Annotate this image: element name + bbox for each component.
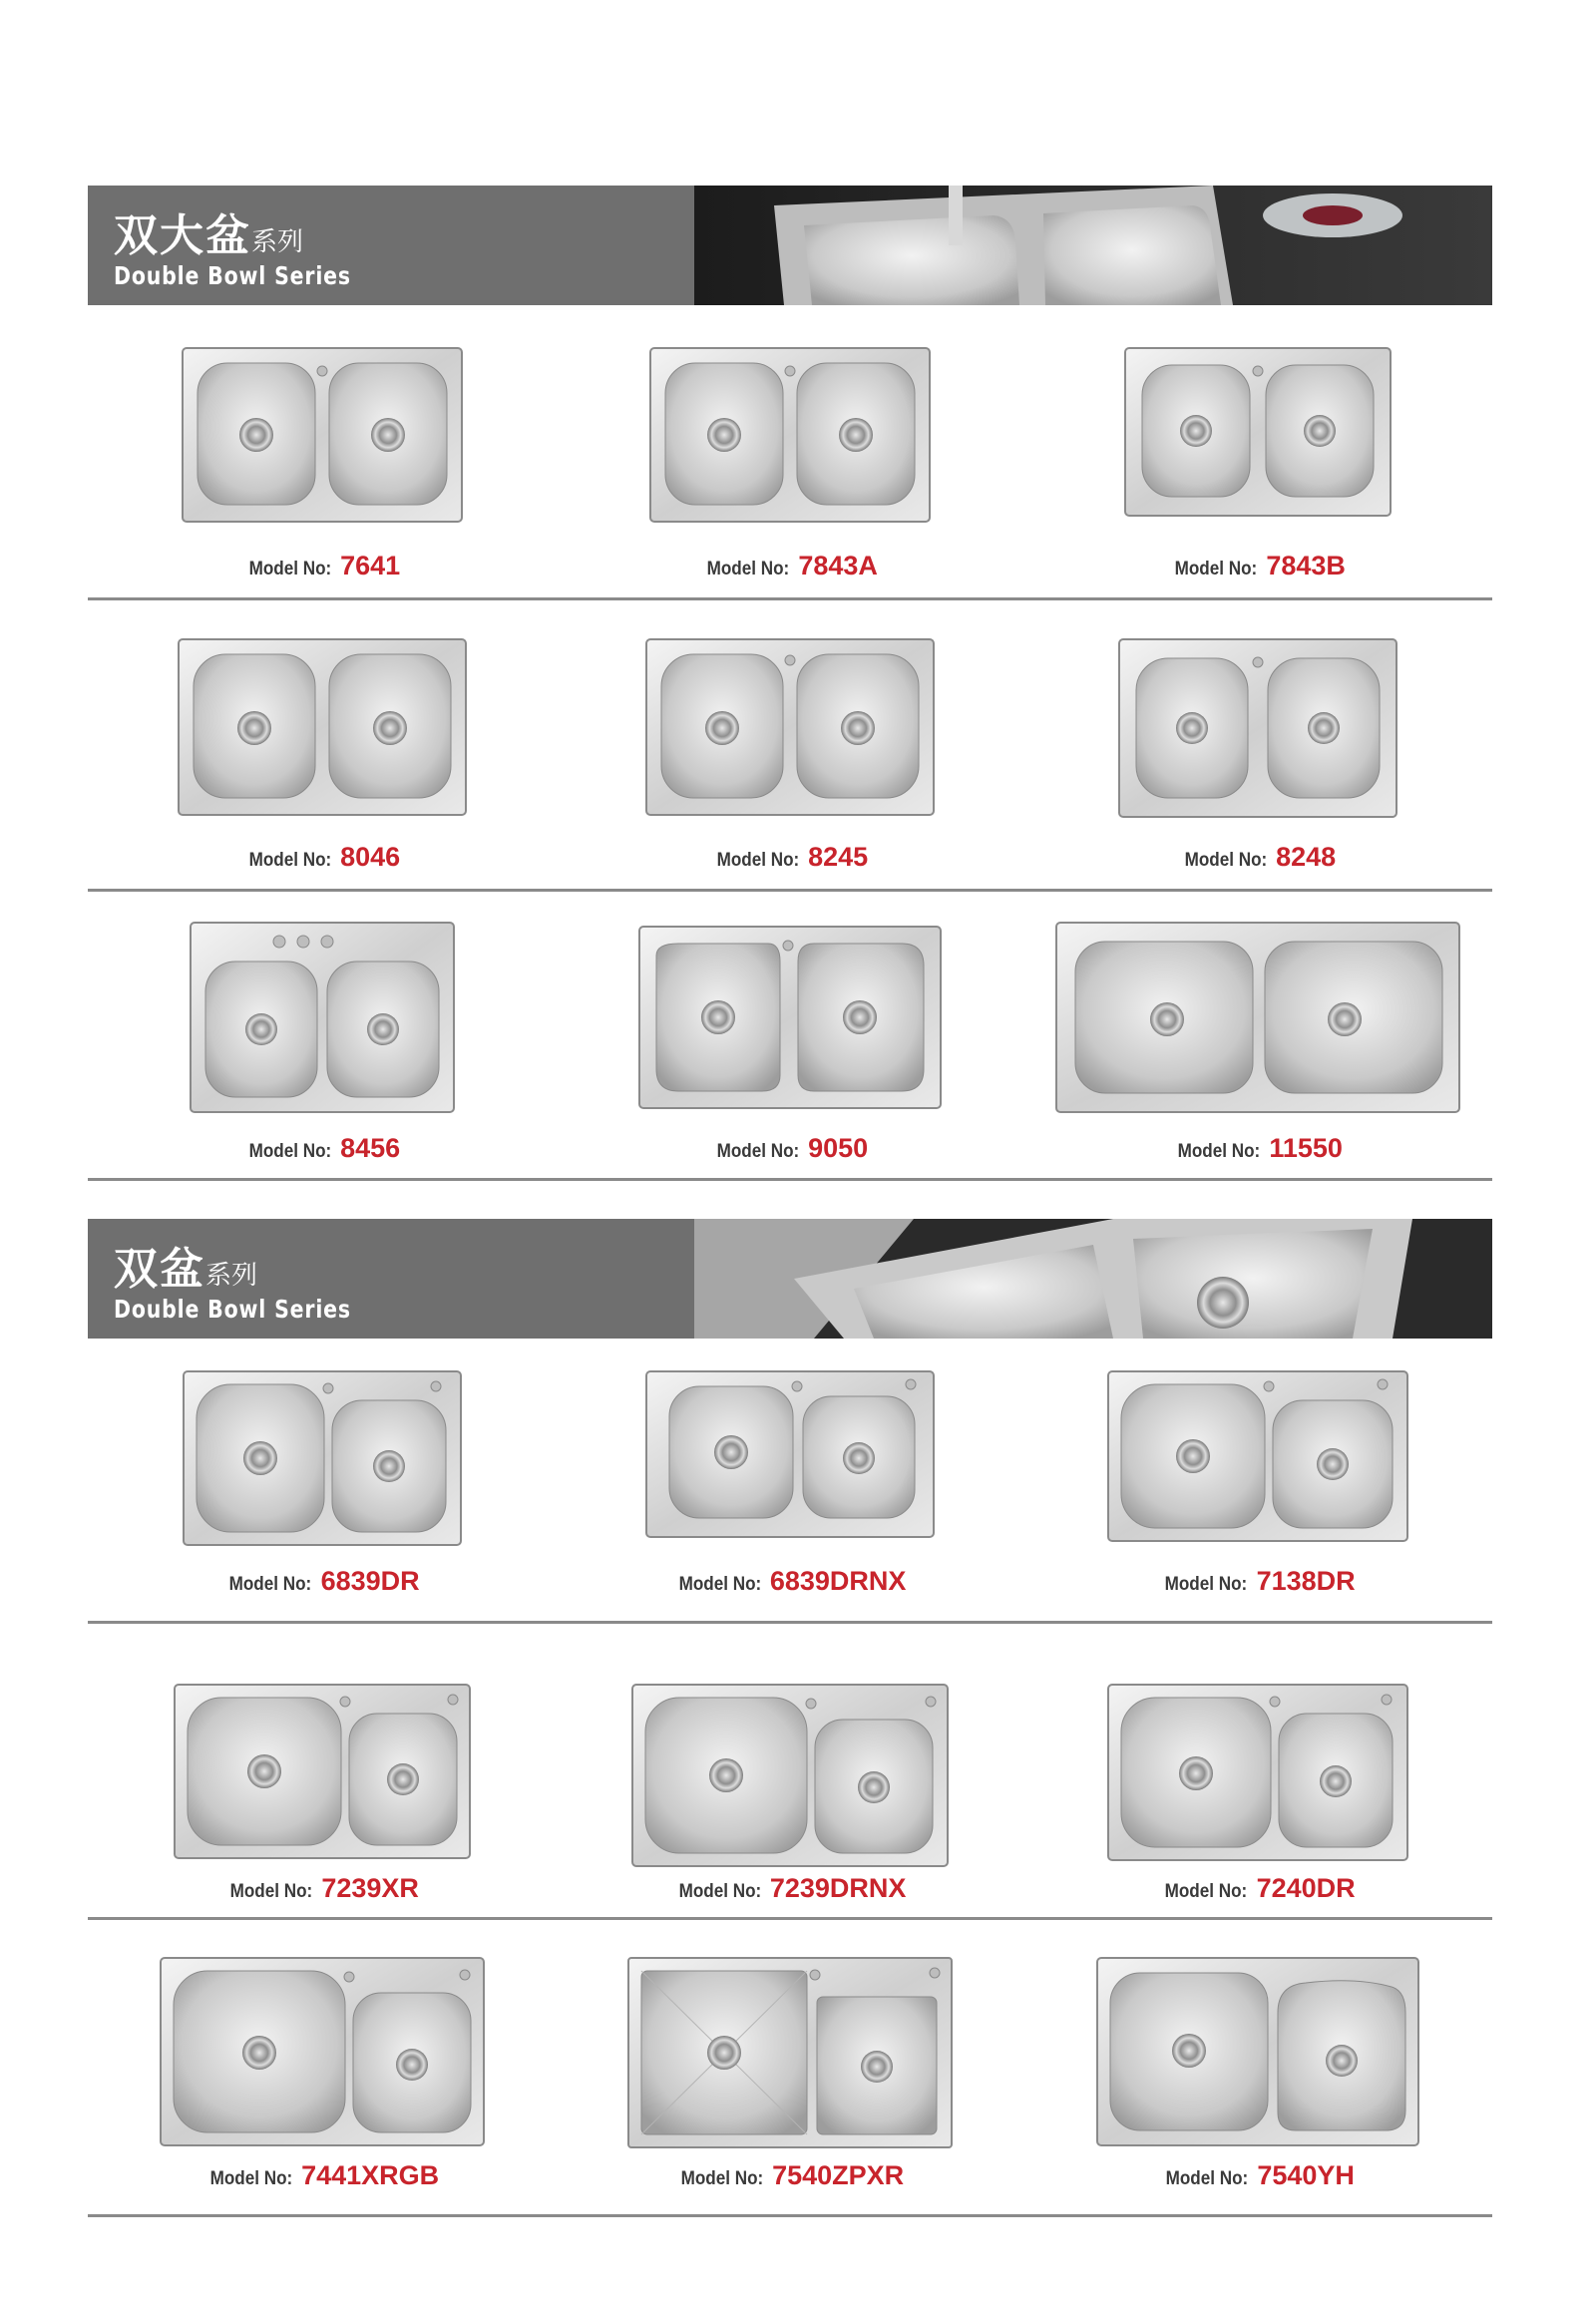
product-card[interactable] xyxy=(1023,638,1492,888)
model-number: Model No: 7240DR xyxy=(1164,1873,1356,1903)
product-row xyxy=(88,1957,1492,2206)
model-number: Model No: 6839DR xyxy=(228,1566,420,1596)
product-card[interactable] xyxy=(88,1957,557,2206)
product-card[interactable] xyxy=(1023,922,1492,1177)
sink-image xyxy=(645,638,935,816)
model-number: Model No: 7540YH xyxy=(1165,2160,1355,2190)
product-card[interactable] xyxy=(556,347,1024,596)
sink-image xyxy=(631,1684,949,1867)
product-card[interactable] xyxy=(88,922,557,1177)
model-number: Model No: 7843B xyxy=(1174,551,1346,580)
sink-image xyxy=(1055,922,1460,1113)
model-number: Model No: 7641 xyxy=(248,551,401,580)
row-divider xyxy=(88,889,1492,892)
product-card[interactable] xyxy=(88,347,557,596)
product-card[interactable] xyxy=(556,1370,1024,1612)
row-divider xyxy=(88,597,1492,600)
sink-image xyxy=(645,1370,935,1538)
sink-banner-photo xyxy=(694,186,1492,305)
sink-image xyxy=(1118,638,1397,818)
product-card[interactable] xyxy=(556,1957,1024,2206)
model-number: Model No: 11550 xyxy=(1177,1133,1343,1163)
product-row xyxy=(88,638,1492,888)
section-title-en: Double Bowl Series xyxy=(114,1295,351,1324)
section-title-cn: 双大盆系列 xyxy=(114,211,304,260)
product-row xyxy=(88,1684,1492,1923)
section-title-cn: 双盆系列 xyxy=(114,1245,258,1294)
section-header-2 xyxy=(88,1219,1492,1339)
product-card[interactable] xyxy=(556,1684,1024,1923)
model-number: Model No: 7441XRGB xyxy=(209,2160,440,2190)
model-number: Model No: 6839DRNX xyxy=(678,1566,907,1596)
sink-image xyxy=(1107,1684,1408,1861)
product-card[interactable] xyxy=(556,922,1024,1177)
sink-image xyxy=(174,1684,471,1859)
product-card[interactable] xyxy=(1023,1370,1492,1612)
model-number: Model No: 7540ZPXR xyxy=(680,2160,905,2190)
model-number: Model No: 7239XR xyxy=(229,1873,419,1903)
model-number: Model No: 8046 xyxy=(248,842,401,872)
model-number: Model No: 8245 xyxy=(716,842,869,872)
product-card[interactable] xyxy=(1023,347,1492,596)
sink-image xyxy=(160,1957,485,2146)
product-card[interactable] xyxy=(88,1684,557,1923)
sink-image xyxy=(1107,1370,1408,1542)
product-row xyxy=(88,1370,1492,1612)
model-number: Model No: 8456 xyxy=(248,1133,401,1163)
sink-banner-photo xyxy=(694,1219,1492,1339)
row-divider xyxy=(88,1621,1492,1624)
sink-image xyxy=(178,638,467,816)
row-divider xyxy=(88,1917,1492,1920)
section-header-1 xyxy=(88,186,1492,305)
row-divider xyxy=(88,1178,1492,1181)
sink-image xyxy=(182,347,463,523)
section-title-en: Double Bowl Series xyxy=(114,261,351,290)
product-row xyxy=(88,922,1492,1177)
sink-image xyxy=(627,1957,953,2148)
product-card[interactable] xyxy=(88,638,557,888)
sink-image xyxy=(183,1370,462,1546)
product-card[interactable] xyxy=(556,638,1024,888)
model-number: Model No: 7138DR xyxy=(1164,1566,1356,1596)
sink-image xyxy=(638,926,942,1109)
row-divider xyxy=(88,2214,1492,2217)
sink-image xyxy=(190,922,455,1113)
product-row xyxy=(88,347,1492,596)
product-card[interactable] xyxy=(88,1370,557,1612)
product-card[interactable] xyxy=(1023,1957,1492,2206)
sink-image xyxy=(1096,1957,1419,2146)
sink-image xyxy=(1124,347,1392,517)
model-number: Model No: 7239DRNX xyxy=(678,1873,907,1903)
sink-image xyxy=(649,347,931,523)
model-number: Model No: 7843A xyxy=(706,551,878,580)
model-number: Model No: 8248 xyxy=(1184,842,1337,872)
model-number: Model No: 9050 xyxy=(716,1133,869,1163)
product-card[interactable] xyxy=(1023,1684,1492,1923)
